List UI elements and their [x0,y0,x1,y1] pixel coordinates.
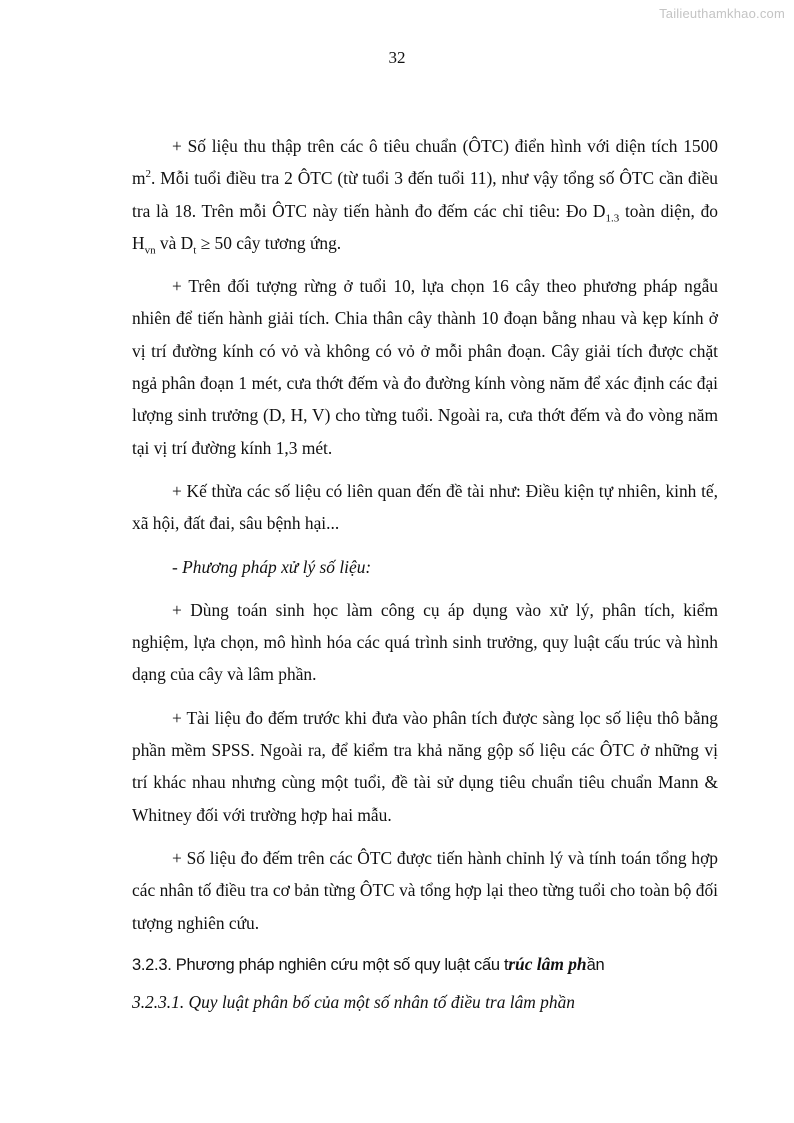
section-heading-3-2-3 [132,950,718,979]
paragraph-biomath: + Dùng toán sinh học làm công cụ áp dụng vào xử lý, phân tích, kiểm nghiệm, lựa chọn, mô hình hóa các quá trình sinh trưởng, quy luật cấu trúc và hình dạng của cây và lâm phần. [132,599,718,685]
heading-text: ần [586,955,605,974]
text: ≥ 50 cây tương ứng. [196,232,342,253]
paragraph-sample-plots [132,130,718,259]
heading-text-bold-italic: rúc lâm ph [508,953,587,974]
subscript: t [193,244,197,257]
watermark: Tailieuthamkhao.com [659,6,785,21]
section-heading-3-2-3-1: 3.2.3.1. Quy luật phân bố của một số nhân tố điều tra lâm phần [132,991,575,1012]
subscript: 1.3 [605,212,620,225]
paragraph-spss: + Tài liệu đo đếm trước khi đưa vào phân tích được sàng lọc số liệu thô bằng phần mềm SPSS. Ngoài ra, để kiểm tra khả năng gộp số liệu các ÔTC ở những vị trí khác nhau nhưng cùng một tuổi, đề tài sử dụng tiêu chuẩn tiêu chuẩn Mann & Whitney đối với trường hợp hai mẫu. [132,707,718,825]
superscript: 2 [145,168,152,181]
subscript: vn [144,244,156,257]
paragraph-inherited-data: + Kế thừa các số liệu có liên quan đến đề tài như: Điều kiện tự nhiên, kinh tế, xã hội, đất đai, sâu bệnh hại... [132,480,718,534]
text: + Số liệu thu thập trên các ô tiêu chuẩn (ÔTC) điển hình với diện tích 1500 m [132,136,718,189]
text: . Mỗi tuổi điều tra 2 ÔTC (từ tuổi 3 đến tuổi 11), như vậy tổng số ÔTC cần điều tra là 18. Trên mỗi ÔTC này tiến hành đo đếm các chỉ tiêu: Đo D [132,168,718,221]
heading-text: 3.2.3. Phương pháp nghiên cứu một số quy luật cấu t [132,955,509,974]
subheading-data-processing: - Phương pháp xử lý số liệu: [172,556,372,577]
paragraph-aggregation: + Số liệu đo đếm trên các ÔTC được tiến hành chỉnh lý và tính toán tổng hợp các nhân tố điều tra cơ bản từng ÔTC và tổng hợp lại theo từng tuổi cho toàn bộ đối tượng nghiên cứu. [132,847,718,933]
document-body [132,130,718,1017]
text: toàn diện, đo H [132,200,719,253]
page-number: 32 [388,48,406,67]
paragraph-stem-analysis: + Trên đối tượng rừng ở tuổi 10, lựa chọn 16 cây theo phương pháp ngẫu nhiên để tiến hành giải tích. Chia thân cây thành 10 đoạn bằng nhau và kẹp kính ở vị trí đường kính có vỏ và không có vỏ ở mỗi phân đoạn. Cây giải tích được chặt ngả phân đoạn 1 mét, cưa thớt đếm và đo đường kính vòng năm để xác định các đại lượng sinh trưởng (D, H, V) cho từng tuổi. Ngoài ra, cưa thớt đếm và đo vòng năm tại vị trí đường kính 1,3 mét. [132,276,718,458]
text: và D [155,232,194,253]
